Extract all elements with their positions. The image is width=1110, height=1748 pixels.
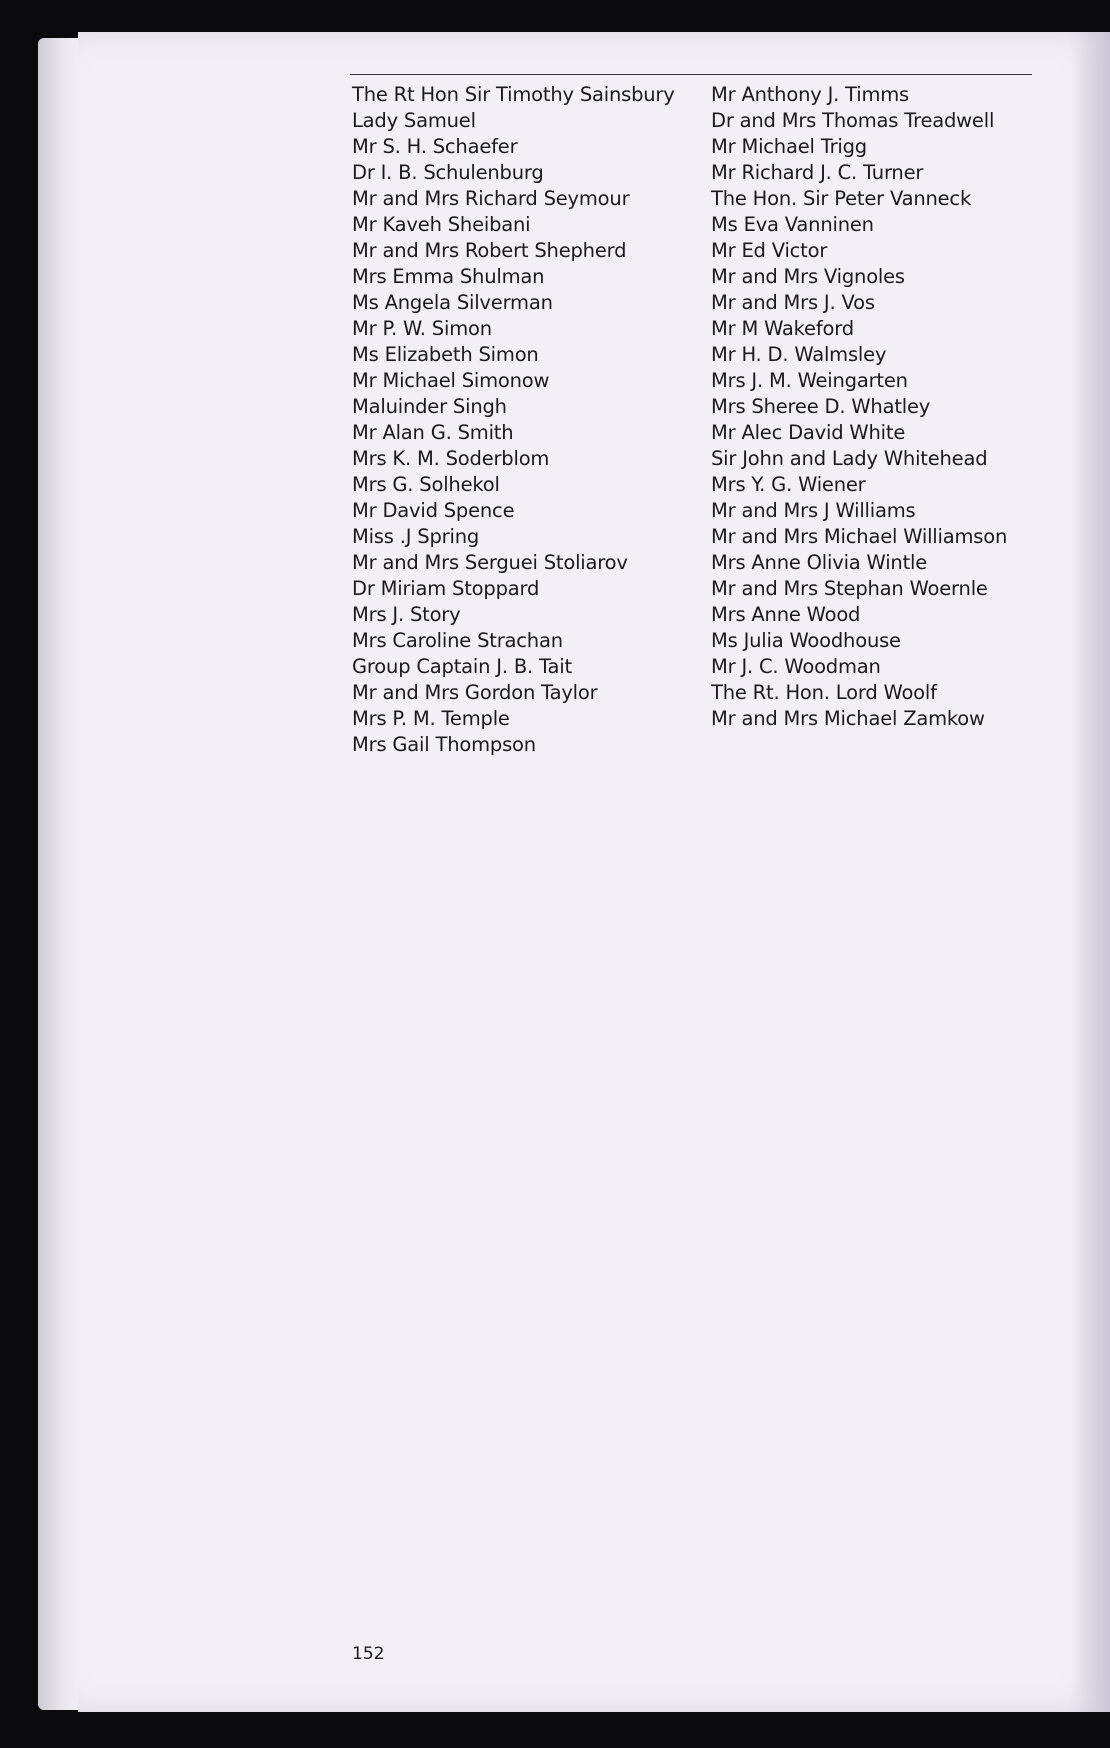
list-item: Miss .J Spring (352, 525, 480, 548)
list-item: Mr M Wakeford (711, 317, 854, 340)
list-item: Maluinder Singh (352, 395, 507, 418)
list-item: Mr and Mrs Stephan Woernle (711, 577, 988, 600)
list-item: Mr Richard J. C. Turner (711, 161, 924, 184)
list-item: Mr and Mrs Michael Zamkow (711, 707, 985, 730)
list-item: Mr P. W. Simon (352, 317, 492, 340)
list-item: Mrs J. Story (352, 603, 461, 626)
header-rule (350, 74, 1032, 75)
list-item: Dr I. B. Schulenburg (352, 161, 544, 184)
list-item: Mr and Mrs Robert Shepherd (352, 239, 627, 262)
list-item: Lady Samuel (352, 109, 476, 132)
list-item: Mrs K. M. Soderblom (352, 447, 550, 470)
list-item: Mr and Mrs Vignoles (711, 265, 905, 288)
book-page (78, 32, 1110, 1712)
list-item: The Rt Hon Sir Timothy Sainsbury (352, 83, 675, 106)
list-item: Mr and Mrs Serguei Stoliarov (352, 551, 628, 574)
list-item: Dr and Mrs Thomas Treadwell (711, 109, 995, 132)
list-item: Mrs Gail Thompson (352, 733, 536, 756)
list-item: Mr and Mrs Gordon Taylor (352, 681, 598, 704)
list-item: Ms Angela Silverman (352, 291, 553, 314)
list-item: The Hon. Sir Peter Vanneck (711, 187, 972, 210)
list-item: Mrs Caroline Strachan (352, 629, 563, 652)
list-item: The Rt. Hon. Lord Woolf (711, 681, 937, 704)
list-item: Mr Kaveh Sheibani (352, 213, 531, 236)
list-item: Mr David Spence (352, 499, 515, 522)
list-item: Mr Michael Simonow (352, 369, 550, 392)
list-item: Dr Miriam Stoppard (352, 577, 540, 600)
list-item: Mr Anthony J. Timms (711, 83, 909, 106)
list-item: Mrs P. M. Temple (352, 707, 510, 730)
list-item: Mr and Mrs Michael Williamson (711, 525, 1008, 548)
list-item: Mrs Emma Shulman (352, 265, 545, 288)
list-item: Mr and Mrs J Williams (711, 499, 916, 522)
list-item: Mr S. H. Schaefer (352, 135, 518, 158)
list-item: Group Captain J. B. Tait (352, 655, 572, 678)
list-item: Ms Elizabeth Simon (352, 343, 539, 366)
list-item: Ms Eva Vanninen (711, 213, 874, 236)
page-gutter-shadow (1070, 32, 1110, 1712)
donor-list-right (711, 82, 1007, 732)
donor-list-left (352, 82, 675, 758)
list-item: Mrs Y. G. Wiener (711, 473, 866, 496)
list-item: Mr Alan G. Smith (352, 421, 514, 444)
list-item: Ms Julia Woodhouse (711, 629, 901, 652)
page-number: 152 (352, 1644, 385, 1664)
list-item: Mr Michael Trigg (711, 135, 867, 158)
list-item: Mrs Anne Olivia Wintle (711, 551, 928, 574)
list-item: Mrs G. Solhekol (352, 473, 500, 496)
list-item: Mrs J. M. Weingarten (711, 369, 908, 392)
list-item: Mr H. D. Walmsley (711, 343, 887, 366)
list-item: Mr Ed Victor (711, 239, 828, 262)
list-item: Mr J. C. Woodman (711, 655, 881, 678)
list-item: Mr and Mrs Richard Seymour (352, 187, 630, 210)
list-item: Mr Alec David White (711, 421, 906, 444)
list-item: Sir John and Lady Whitehead (711, 447, 988, 470)
list-item: Mrs Anne Wood (711, 603, 861, 626)
list-item: Mrs Sheree D. Whatley (711, 395, 931, 418)
list-item: Mr and Mrs J. Vos (711, 291, 875, 314)
page-stack-edge (38, 38, 82, 1710)
